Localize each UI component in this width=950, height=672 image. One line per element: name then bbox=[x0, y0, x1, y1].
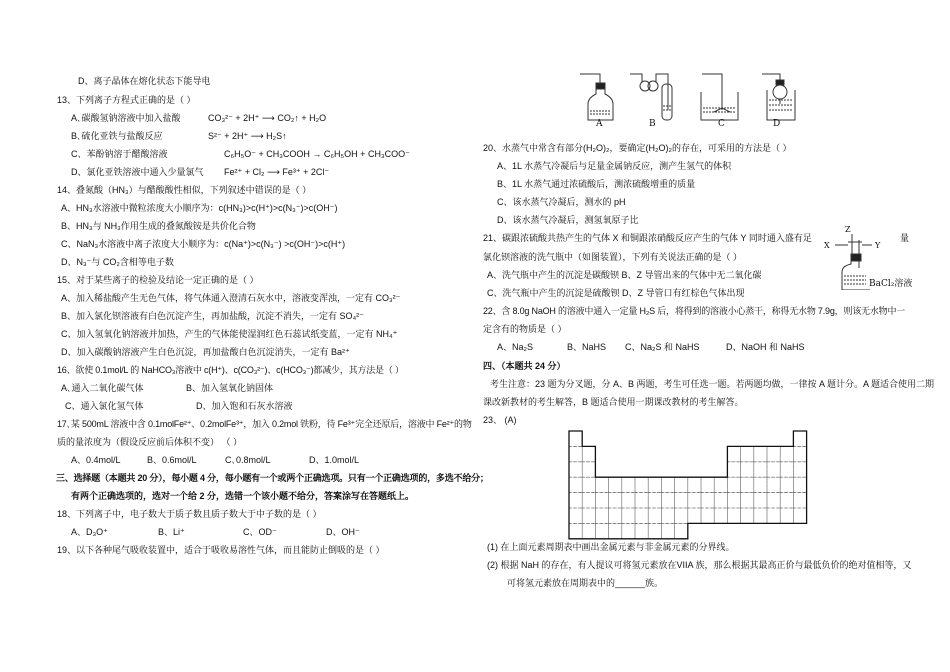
q13-option-a: A､碳酸氢钠溶液中加入盐酸 bbox=[71, 113, 181, 123]
wash-bottle-figure bbox=[832, 228, 872, 290]
table-cell bbox=[648, 493, 661, 508]
table-cell bbox=[754, 493, 767, 508]
apparatus-a bbox=[580, 74, 613, 120]
q17-option-c: C､0.8mol/L bbox=[225, 455, 271, 465]
table-cell bbox=[622, 508, 635, 523]
table-cell bbox=[727, 477, 740, 492]
table-cell bbox=[793, 508, 806, 523]
q20-option-c: C、该水蒸气冷凝后，测水的 pH bbox=[497, 197, 626, 207]
q13-option-d: D、氯化亚铁溶液中通入少量氯气 bbox=[71, 167, 204, 177]
q20-stem: 20、水蒸气中常含有部分(H₂O)₂，要确定(H₂O)₂的存在，可采用的方法是（ ） bbox=[483, 143, 792, 153]
q22-option-c: C、Na₂S 和 NaHS bbox=[625, 342, 700, 352]
q17-option-b: B、0.6mol/L bbox=[147, 455, 197, 465]
q23-part1: (1) 在上面元素周期表中画出金属元素与非金属元素的分界线。 bbox=[487, 542, 735, 552]
table-cell bbox=[609, 508, 622, 523]
apparatus-label-d: D bbox=[773, 119, 781, 129]
table-cell bbox=[688, 477, 701, 492]
table-cell bbox=[767, 477, 780, 492]
table-cell bbox=[701, 493, 714, 508]
table-cell bbox=[793, 477, 806, 492]
table-cell bbox=[648, 477, 661, 492]
table-cell bbox=[582, 462, 595, 477]
q23-part2: (2) 根据 NaH 的存在，有人提议可将氢元素放在VIIA 族，那么根据其最高正价与最低负价的绝对值相等，又 bbox=[487, 560, 912, 570]
q13-option-b: B､硫化亚铁与盐酸反应 bbox=[71, 131, 163, 141]
table-cell bbox=[609, 493, 622, 508]
q17-option-a: A、0.4mol/L bbox=[71, 455, 121, 465]
q18-option-a: A、D₃O⁺ bbox=[71, 527, 108, 537]
q14-option-d: D、N₃⁻与 CO₂含相等电子数 bbox=[61, 257, 174, 267]
table-cell bbox=[635, 477, 648, 492]
q18-option-d: D、OH⁻ bbox=[326, 527, 360, 537]
table-cell bbox=[741, 477, 754, 492]
apparatus-label-c: C bbox=[718, 119, 725, 129]
q18-option-c: C、OD⁻ bbox=[243, 527, 277, 537]
table-cell bbox=[767, 446, 780, 461]
table-cell bbox=[727, 462, 740, 477]
q18-option-b: B、Li⁺ bbox=[158, 527, 185, 537]
table-cell bbox=[569, 493, 582, 508]
table-cell bbox=[688, 508, 701, 523]
q22-option-a: A、Na₂S bbox=[497, 342, 534, 352]
table-cell bbox=[582, 477, 595, 492]
q14-option-c: C、NaN₃水溶液中离子浓度大小顺序为：c(Na⁺)>c(N₃⁻) >c(OH⁻)>c(H⁺) bbox=[61, 239, 346, 249]
table-cell bbox=[675, 523, 688, 538]
table-cell bbox=[741, 446, 754, 461]
apparatus-b bbox=[630, 74, 672, 120]
table-cell bbox=[754, 508, 767, 523]
table-cell bbox=[714, 508, 727, 523]
q21-stem: 21、碳跟浓硫酸共热产生的气体 X 和铜跟浓硝酸反应产生的气体 Y 同时通入盛有足 bbox=[483, 233, 812, 243]
table-cell bbox=[767, 462, 780, 477]
table-cell bbox=[609, 477, 622, 492]
bacl2-solution-label: BaCl₂溶液 bbox=[869, 279, 913, 289]
q23-label: 23、 (A) bbox=[483, 415, 517, 425]
table-cell bbox=[635, 523, 648, 538]
apparatus-label-a: A bbox=[596, 119, 603, 129]
note-line2: 课改新教材的考生解答，B 题适合使用一期课改教材的考生解答。 bbox=[483, 397, 744, 407]
table-cell bbox=[793, 431, 806, 446]
table-cell bbox=[569, 462, 582, 477]
q21-stem-cont: 氯化钡溶液的洗气瓶中（如图装置），下列有关说法正确的是（ ） bbox=[483, 252, 743, 262]
q23-part2-cont: 可将氢元素放在周期表中的______族。 bbox=[507, 578, 664, 588]
table-cell bbox=[675, 493, 688, 508]
table-cell bbox=[595, 523, 608, 538]
q12-option-d: D、离子晶体在熔化状态下能导电 bbox=[78, 76, 211, 86]
table-cell bbox=[727, 508, 740, 523]
section3-header-cont: 有两个正确选项的，选对一个给 2 分，选错一个该小题不给分，答案涂写在答题纸上。 bbox=[71, 491, 415, 501]
table-cell bbox=[595, 493, 608, 508]
table-cell bbox=[569, 477, 582, 492]
table-cell bbox=[622, 493, 635, 508]
q22-stem-cont: 定含有的物质是（ ） bbox=[483, 324, 567, 334]
q13-equation-c: C₆H₅O⁻ + CH₃COOH → C₆H₅OH + CH₃COO⁻ bbox=[224, 149, 410, 159]
table-cell bbox=[582, 508, 595, 523]
absorption-apparatus-figure bbox=[580, 70, 800, 132]
table-cell bbox=[754, 477, 767, 492]
table-cell bbox=[780, 477, 793, 492]
q17-option-d: D、1.0mol/L bbox=[309, 455, 360, 465]
table-cell bbox=[754, 446, 767, 461]
gas-label-y: Y bbox=[875, 241, 881, 250]
table-cell bbox=[622, 477, 635, 492]
table-cell bbox=[714, 493, 727, 508]
table-cell bbox=[648, 523, 661, 538]
table-cell bbox=[780, 493, 793, 508]
q21-options-ab: A、洗气瓶中产生的沉淀是碳酸钡 B、Z 导管出来的气体中无二氧化碳 bbox=[487, 270, 762, 280]
q14-option-a: A、HN₃水溶液中微粒浓度大小顺序为：c(HN₃)>c(H⁺)>c(N₃⁻)>c(OH⁻) bbox=[61, 203, 338, 213]
q16-stem: 16、欲使 0.1mol/L 的 NaHCO₃溶液中 c(H⁺)、c(CO₃²⁻)、c(HCO₃⁻)都减少，其方法是（ ） bbox=[57, 365, 404, 375]
q22-option-d: D、NaOH 和 NaHS bbox=[726, 342, 805, 352]
table-cell bbox=[595, 508, 608, 523]
q21-stem-tail: 量 bbox=[900, 233, 910, 243]
q15-option-d: D、加入碳酸钠溶液产生白色沉淀，再加盐酸白色沉淀消失，一定有 Ba²⁺ bbox=[61, 347, 350, 357]
q17-stem-cont: 质的量浓度为（假设反应前后体积不变） （ ） bbox=[57, 437, 243, 447]
table-cell bbox=[622, 523, 635, 538]
table-cell bbox=[741, 462, 754, 477]
table-cell bbox=[582, 493, 595, 508]
q13-equation-a: CO₃²⁻ + 2H⁺ ⟶ CO₂↑ + H₂O bbox=[208, 113, 327, 123]
q14-option-b: B、HN₃与 NH₃作用生成的叠氮酸铵是共价化合物 bbox=[61, 221, 256, 231]
q16-option-b: B、加入氢氧化钠固体 bbox=[186, 383, 274, 393]
q20-option-d: D、该水蒸气冷凝后，测氢氧原子比 bbox=[497, 215, 639, 225]
gas-label-z: Z bbox=[845, 225, 851, 234]
table-cell bbox=[741, 493, 754, 508]
table-cell bbox=[754, 462, 767, 477]
q19-stem: 19、以下各种尾气吸收装置中，适合于吸收易溶性气体，而且能防止倒吸的是（ ） bbox=[57, 545, 385, 555]
table-cell bbox=[582, 523, 595, 538]
q15-option-a: A、加入稀盐酸产生无色气体，将气体通入澄清石灰水中，溶液变浑浊，一定有 CO₃²⁻ bbox=[61, 293, 401, 303]
table-cell bbox=[780, 508, 793, 523]
table-cell bbox=[701, 477, 714, 492]
q14-stem: 14、叠氮酸（HN₃）与醋酸酸性相似，下列叙述中错误的是（ ） bbox=[57, 185, 312, 195]
table-cell bbox=[793, 462, 806, 477]
table-cell bbox=[569, 431, 582, 446]
table-cell bbox=[767, 493, 780, 508]
table-cell bbox=[714, 477, 727, 492]
table-cell bbox=[595, 477, 608, 492]
table-cell bbox=[727, 446, 740, 461]
table-cell bbox=[582, 446, 595, 461]
apparatus-label-b: B bbox=[649, 119, 656, 129]
table-cell bbox=[635, 493, 648, 508]
q22-stem: 22、含 8.0g NaOH 的溶液中通入一定量 H₂S 后，将得到的溶液小心蒸干，称得无水物 7.9g，则该无水物中一 bbox=[483, 306, 906, 316]
section3-header: 三、选择题（本题共 20 分），每小题 4 分，每小题有一个或两个正确选项。只有一个正确选项的，多选不给分； bbox=[56, 473, 489, 483]
table-cell bbox=[780, 462, 793, 477]
q20-option-b: B、1L 水蒸气通过浓硫酸后，测浓硫酸增重的质量 bbox=[497, 179, 696, 189]
table-cell bbox=[793, 446, 806, 461]
q15-option-b: B、加入氯化钡溶液有白色沉淀产生，再加盐酸，沉淀不消失，一定有 SO₄²⁻ bbox=[61, 311, 364, 321]
q13-equation-b: S²⁻ + 2H⁺ ⟶ H₂S↑ bbox=[208, 131, 287, 141]
table-cell bbox=[793, 493, 806, 508]
table-cell bbox=[780, 446, 793, 461]
table-cell bbox=[727, 493, 740, 508]
table-cell bbox=[661, 523, 674, 538]
q16-option-c: C、通入氯化氢气体 bbox=[65, 401, 144, 411]
table-cell bbox=[569, 523, 582, 538]
table-cell bbox=[609, 523, 622, 538]
apparatus-c bbox=[701, 74, 738, 120]
table-cell bbox=[688, 493, 701, 508]
q22-option-b: B、NaHS bbox=[567, 342, 607, 352]
q13-stem: 13、下列离子方程式正确的是（ ） bbox=[57, 95, 196, 105]
gas-label-x: X bbox=[824, 241, 830, 250]
q16-option-d: D、加入饱和石灰水溶液 bbox=[196, 401, 293, 411]
q15-stem: 15、对于某些离子的检验及结论一定正确的是（ ） bbox=[57, 275, 259, 285]
q15-option-c: C、加入氢氧化钠溶液并加热，产生的气体能使湿润红色石蕊试纸变蓝，一定有 NH₄⁺ bbox=[61, 329, 398, 339]
table-cell bbox=[648, 508, 661, 523]
table-cell bbox=[675, 508, 688, 523]
table-cell bbox=[635, 508, 648, 523]
section4-header: 四、（本题共 24 分） bbox=[483, 361, 566, 371]
table-cell bbox=[701, 508, 714, 523]
periodic-table-outline bbox=[568, 430, 810, 542]
q21-options-cd: C、洗气瓶中产生的沉淀是硫酸钡 D、Z 导管口有红棕色气体出现 bbox=[487, 288, 745, 298]
q17-stem: 17､某 500mL 溶液中含 0.1molFe²⁺、0.2molFe³⁺，加入 0.2mol 铁粉，待 Fe³⁺完全还原后，溶液中 Fe²⁺的物 bbox=[57, 419, 472, 429]
table-cell bbox=[767, 508, 780, 523]
table-cell bbox=[741, 508, 754, 523]
q16-option-a: A､通入二氧化碳气体 bbox=[61, 383, 144, 393]
note-line1: 考生注意：23 题为分叉题，分 A、B 两题，考生可任选一题。若两题均做，一律按 A 题计分。A 题适合使用二期 bbox=[490, 379, 935, 389]
q20-option-a: A、1L 水蒸气冷凝后与足量金属钠反应，测产生氢气的体积 bbox=[497, 161, 732, 171]
table-cell bbox=[661, 508, 674, 523]
table-cell bbox=[675, 477, 688, 492]
q18-stem: 18、下列离子中，电子数大于质子数且质子数大于中子数的是（ ） bbox=[57, 509, 322, 519]
table-cell bbox=[569, 508, 582, 523]
table-cell bbox=[661, 477, 674, 492]
apparatus-d bbox=[762, 74, 795, 120]
table-cell bbox=[569, 446, 582, 461]
q13-option-c: C、苯酚钠溶于醋酸溶液 bbox=[71, 149, 168, 159]
table-cell bbox=[661, 493, 674, 508]
q13-equation-d: Fe²⁺ + Cl₂ ⟶ Fe³⁺ + 2Cl⁻ bbox=[224, 167, 330, 177]
